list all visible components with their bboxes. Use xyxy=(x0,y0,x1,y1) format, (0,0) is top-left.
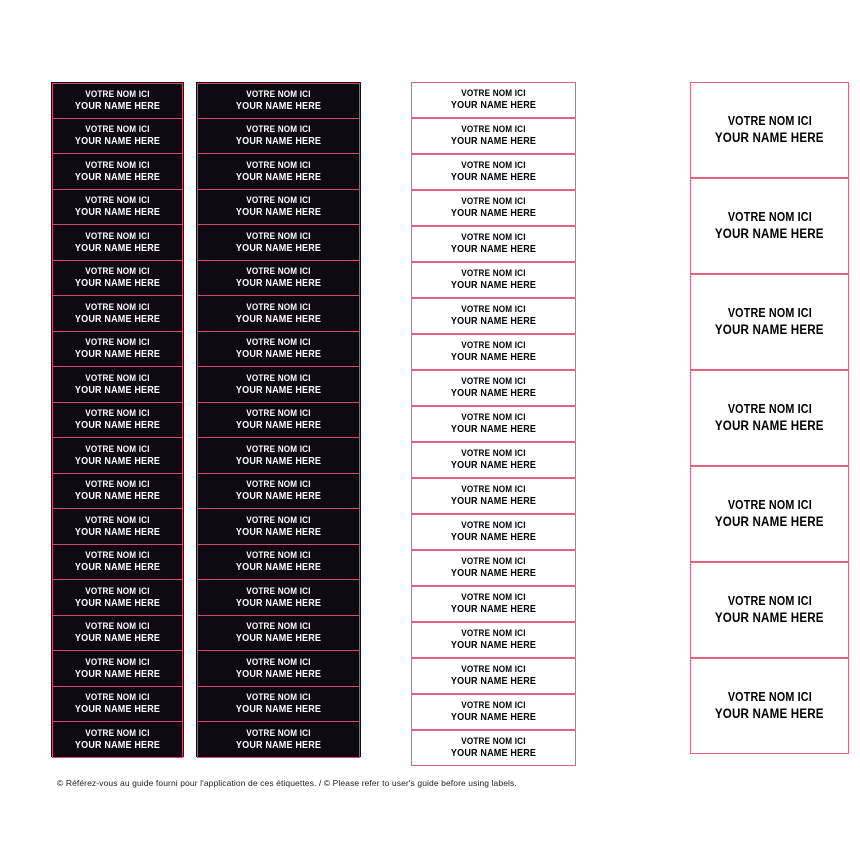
label-text-english: YOUR NAME HERE xyxy=(450,603,537,616)
label-text-english: YOUR NAME HERE xyxy=(450,459,537,472)
label-text-english: YOUR NAME HERE xyxy=(715,610,824,626)
name-label[interactable] xyxy=(52,119,183,155)
name-label[interactable] xyxy=(52,438,183,474)
label-text-french: VOTRE NOM ICI xyxy=(461,376,526,388)
name-label[interactable] xyxy=(411,514,576,550)
label-text-french: VOTRE NOM ICI xyxy=(85,195,150,207)
label-text-french: VOTRE NOM ICI xyxy=(461,592,526,604)
label-text-french: VOTRE NOM ICI xyxy=(246,514,311,526)
label-text-english: YOUR NAME HERE xyxy=(450,279,537,292)
label-text-french: VOTRE NOM ICI xyxy=(85,727,150,739)
name-label[interactable] xyxy=(197,190,360,226)
label-text-french: VOTRE NOM ICI xyxy=(85,656,150,668)
label-text-english: YOUR NAME HERE xyxy=(235,241,322,254)
name-label[interactable] xyxy=(411,694,576,730)
name-label[interactable] xyxy=(411,622,576,658)
label-text-english: YOUR NAME HERE xyxy=(235,561,322,574)
name-label[interactable] xyxy=(690,82,849,178)
label-text-french: VOTRE NOM ICI xyxy=(461,628,526,640)
name-label[interactable] xyxy=(690,658,849,754)
name-label[interactable] xyxy=(197,722,360,758)
name-label[interactable] xyxy=(411,82,576,118)
label-text-french: VOTRE NOM ICI xyxy=(246,372,311,384)
label-text-english: YOUR NAME HERE xyxy=(235,738,322,751)
label-text-english: YOUR NAME HERE xyxy=(450,711,537,724)
name-label[interactable] xyxy=(52,687,183,723)
name-label[interactable] xyxy=(52,296,183,332)
label-text-french: VOTRE NOM ICI xyxy=(85,89,150,101)
name-label[interactable] xyxy=(411,442,576,478)
name-label[interactable] xyxy=(411,190,576,226)
label-column-4 xyxy=(690,82,849,757)
label-text-english: YOUR NAME HERE xyxy=(715,514,824,530)
label-text-english: YOUR NAME HERE xyxy=(235,100,322,113)
label-text-french: VOTRE NOM ICI xyxy=(246,230,311,242)
label-text-french: VOTRE NOM ICI xyxy=(246,443,311,455)
name-label[interactable] xyxy=(411,550,576,586)
label-text-english: YOUR NAME HERE xyxy=(235,667,322,680)
label-text-english: YOUR NAME HERE xyxy=(450,171,537,184)
label-text-french: VOTRE NOM ICI xyxy=(727,210,812,225)
label-text-english: YOUR NAME HERE xyxy=(450,243,537,256)
label-text-english: YOUR NAME HERE xyxy=(450,423,537,436)
label-text-french: VOTRE NOM ICI xyxy=(85,266,150,278)
label-text-french: VOTRE NOM ICI xyxy=(85,301,150,313)
label-text-french: VOTRE NOM ICI xyxy=(246,408,311,420)
name-label[interactable] xyxy=(411,118,576,154)
label-text-french: VOTRE NOM ICI xyxy=(246,621,311,633)
label-text-french: VOTRE NOM ICI xyxy=(461,412,526,424)
label-text-french: VOTRE NOM ICI xyxy=(461,304,526,316)
name-label[interactable] xyxy=(411,406,576,442)
name-label[interactable] xyxy=(411,658,576,694)
name-label[interactable] xyxy=(52,403,183,439)
name-label[interactable] xyxy=(52,261,183,297)
label-text-french: VOTRE NOM ICI xyxy=(85,479,150,491)
label-text-french: VOTRE NOM ICI xyxy=(246,266,311,278)
label-text-english: YOUR NAME HERE xyxy=(450,351,537,364)
label-text-english: YOUR NAME HERE xyxy=(715,418,824,434)
label-text-french: VOTRE NOM ICI xyxy=(246,89,311,101)
label-text-french: VOTRE NOM ICI xyxy=(461,520,526,532)
name-label[interactable] xyxy=(52,474,183,510)
label-text-french: VOTRE NOM ICI xyxy=(461,556,526,568)
name-label[interactable] xyxy=(411,478,576,514)
label-text-english: YOUR NAME HERE xyxy=(715,130,824,146)
label-text-english: YOUR NAME HERE xyxy=(235,419,322,432)
name-label[interactable] xyxy=(52,616,183,652)
label-text-english: YOUR NAME HERE xyxy=(235,277,322,290)
label-text-french: VOTRE NOM ICI xyxy=(246,124,311,136)
label-text-french: VOTRE NOM ICI xyxy=(461,736,526,748)
label-text-french: VOTRE NOM ICI xyxy=(461,268,526,280)
label-text-french: VOTRE NOM ICI xyxy=(85,124,150,136)
label-text-english: YOUR NAME HERE xyxy=(235,596,322,609)
name-label[interactable] xyxy=(411,262,576,298)
label-text-french: VOTRE NOM ICI xyxy=(461,232,526,244)
label-text-french: VOTRE NOM ICI xyxy=(85,514,150,526)
label-text-french: VOTRE NOM ICI xyxy=(727,402,812,417)
name-label[interactable] xyxy=(197,438,360,474)
name-label[interactable] xyxy=(52,332,183,368)
label-text-english: YOUR NAME HERE xyxy=(74,241,161,254)
name-label[interactable] xyxy=(52,225,183,261)
label-text-french: VOTRE NOM ICI xyxy=(246,727,311,739)
name-label[interactable] xyxy=(52,580,183,616)
name-label[interactable] xyxy=(690,370,849,466)
label-text-english: YOUR NAME HERE xyxy=(235,525,322,538)
label-text-french: VOTRE NOM ICI xyxy=(246,159,311,171)
label-text-english: YOUR NAME HERE xyxy=(74,383,161,396)
label-text-french: VOTRE NOM ICI xyxy=(85,585,150,597)
footer-note: © Référez-vous au guide fourni pour l'application de ces étiquettes. / © Please refer to user's guide before using labels. xyxy=(57,778,517,788)
name-label[interactable] xyxy=(197,296,360,332)
label-text-english: YOUR NAME HERE xyxy=(235,206,322,219)
name-label[interactable] xyxy=(197,545,360,581)
name-label[interactable] xyxy=(52,367,183,403)
label-text-english: YOUR NAME HERE xyxy=(450,315,537,328)
label-text-french: VOTRE NOM ICI xyxy=(85,692,150,704)
name-label[interactable] xyxy=(197,119,360,155)
label-text-english: YOUR NAME HERE xyxy=(450,495,537,508)
name-label[interactable] xyxy=(197,154,360,190)
label-text-english: YOUR NAME HERE xyxy=(74,419,161,432)
label-text-french: VOTRE NOM ICI xyxy=(85,621,150,633)
label-text-english: YOUR NAME HERE xyxy=(74,100,161,113)
label-text-english: YOUR NAME HERE xyxy=(715,706,824,722)
label-text-french: VOTRE NOM ICI xyxy=(461,664,526,676)
name-label[interactable] xyxy=(52,722,183,758)
name-label[interactable] xyxy=(411,370,576,406)
label-text-french: VOTRE NOM ICI xyxy=(246,195,311,207)
label-text-english: YOUR NAME HERE xyxy=(450,639,537,652)
label-text-english: YOUR NAME HERE xyxy=(74,667,161,680)
name-label[interactable] xyxy=(197,367,360,403)
name-label[interactable] xyxy=(52,83,183,119)
label-text-french: VOTRE NOM ICI xyxy=(461,340,526,352)
label-text-english: YOUR NAME HERE xyxy=(715,322,824,338)
label-text-french: VOTRE NOM ICI xyxy=(85,372,150,384)
name-label[interactable] xyxy=(197,651,360,687)
label-text-english: YOUR NAME HERE xyxy=(235,170,322,183)
label-text-french: VOTRE NOM ICI xyxy=(85,159,150,171)
label-text-french: VOTRE NOM ICI xyxy=(461,448,526,460)
label-text-english: YOUR NAME HERE xyxy=(74,348,161,361)
label-text-french: VOTRE NOM ICI xyxy=(727,114,812,129)
label-text-french: VOTRE NOM ICI xyxy=(461,484,526,496)
label-text-french: VOTRE NOM ICI xyxy=(727,690,812,705)
label-text-english: YOUR NAME HERE xyxy=(715,226,824,242)
label-text-english: YOUR NAME HERE xyxy=(450,387,537,400)
label-text-french: VOTRE NOM ICI xyxy=(727,594,812,609)
label-text-french: VOTRE NOM ICI xyxy=(461,196,526,208)
label-text-english: YOUR NAME HERE xyxy=(74,490,161,503)
name-label[interactable] xyxy=(690,274,849,370)
label-text-english: YOUR NAME HERE xyxy=(450,99,537,112)
label-text-english: YOUR NAME HERE xyxy=(235,703,322,716)
name-label[interactable] xyxy=(197,403,360,439)
label-text-french: VOTRE NOM ICI xyxy=(246,301,311,313)
label-text-french: VOTRE NOM ICI xyxy=(246,337,311,349)
name-label[interactable] xyxy=(197,616,360,652)
name-label[interactable] xyxy=(52,545,183,581)
label-text-english: YOUR NAME HERE xyxy=(450,531,537,544)
name-label[interactable] xyxy=(411,226,576,262)
label-text-french: VOTRE NOM ICI xyxy=(461,160,526,172)
label-text-english: YOUR NAME HERE xyxy=(450,675,537,688)
label-text-english: YOUR NAME HERE xyxy=(74,738,161,751)
label-text-french: VOTRE NOM ICI xyxy=(246,656,311,668)
name-label[interactable] xyxy=(52,509,183,545)
label-text-french: VOTRE NOM ICI xyxy=(85,408,150,420)
label-text-english: YOUR NAME HERE xyxy=(235,454,322,467)
label-text-french: VOTRE NOM ICI xyxy=(246,585,311,597)
label-text-english: YOUR NAME HERE xyxy=(74,561,161,574)
label-text-french: VOTRE NOM ICI xyxy=(85,550,150,562)
name-label[interactable] xyxy=(197,474,360,510)
label-text-french: VOTRE NOM ICI xyxy=(727,306,812,321)
label-text-english: YOUR NAME HERE xyxy=(235,632,322,645)
label-text-english: YOUR NAME HERE xyxy=(74,206,161,219)
label-text-french: VOTRE NOM ICI xyxy=(461,88,526,100)
name-label[interactable] xyxy=(411,154,576,190)
label-text-french: VOTRE NOM ICI xyxy=(246,479,311,491)
label-text-english: YOUR NAME HERE xyxy=(450,567,537,580)
name-label[interactable] xyxy=(52,190,183,226)
label-text-english: YOUR NAME HERE xyxy=(74,596,161,609)
name-label[interactable] xyxy=(690,178,849,274)
name-label[interactable] xyxy=(197,261,360,297)
name-label[interactable] xyxy=(690,466,849,562)
label-column-1 xyxy=(51,82,184,757)
label-text-english: YOUR NAME HERE xyxy=(235,312,322,325)
label-text-english: YOUR NAME HERE xyxy=(74,312,161,325)
label-text-english: YOUR NAME HERE xyxy=(74,632,161,645)
label-column-2 xyxy=(196,82,361,757)
name-label[interactable] xyxy=(197,83,360,119)
name-label[interactable] xyxy=(690,562,849,658)
name-label[interactable] xyxy=(197,225,360,261)
name-label[interactable] xyxy=(411,730,576,766)
label-text-french: VOTRE NOM ICI xyxy=(246,550,311,562)
label-text-english: YOUR NAME HERE xyxy=(450,135,537,148)
name-label[interactable] xyxy=(197,332,360,368)
name-label[interactable] xyxy=(411,334,576,370)
label-text-french: VOTRE NOM ICI xyxy=(85,230,150,242)
name-label[interactable] xyxy=(52,154,183,190)
label-text-french: VOTRE NOM ICI xyxy=(85,337,150,349)
label-text-french: VOTRE NOM ICI xyxy=(727,498,812,513)
label-column-3 xyxy=(411,82,576,760)
label-text-english: YOUR NAME HERE xyxy=(235,490,322,503)
label-text-english: YOUR NAME HERE xyxy=(74,703,161,716)
label-text-english: YOUR NAME HERE xyxy=(74,170,161,183)
label-text-english: YOUR NAME HERE xyxy=(450,207,537,220)
label-text-english: YOUR NAME HERE xyxy=(74,277,161,290)
label-text-french: VOTRE NOM ICI xyxy=(461,124,526,136)
name-label[interactable] xyxy=(411,298,576,334)
label-text-french: VOTRE NOM ICI xyxy=(461,700,526,712)
name-label[interactable] xyxy=(411,586,576,622)
label-text-french: VOTRE NOM ICI xyxy=(85,443,150,455)
label-text-english: YOUR NAME HERE xyxy=(74,454,161,467)
name-label[interactable] xyxy=(197,509,360,545)
name-label[interactable] xyxy=(197,580,360,616)
name-label[interactable] xyxy=(197,687,360,723)
label-text-english: YOUR NAME HERE xyxy=(235,383,322,396)
label-text-english: YOUR NAME HERE xyxy=(235,135,322,148)
label-text-english: YOUR NAME HERE xyxy=(450,747,537,760)
label-text-english: YOUR NAME HERE xyxy=(74,525,161,538)
name-label[interactable] xyxy=(52,651,183,687)
label-text-english: YOUR NAME HERE xyxy=(74,135,161,148)
label-text-french: VOTRE NOM ICI xyxy=(246,692,311,704)
label-text-english: YOUR NAME HERE xyxy=(235,348,322,361)
